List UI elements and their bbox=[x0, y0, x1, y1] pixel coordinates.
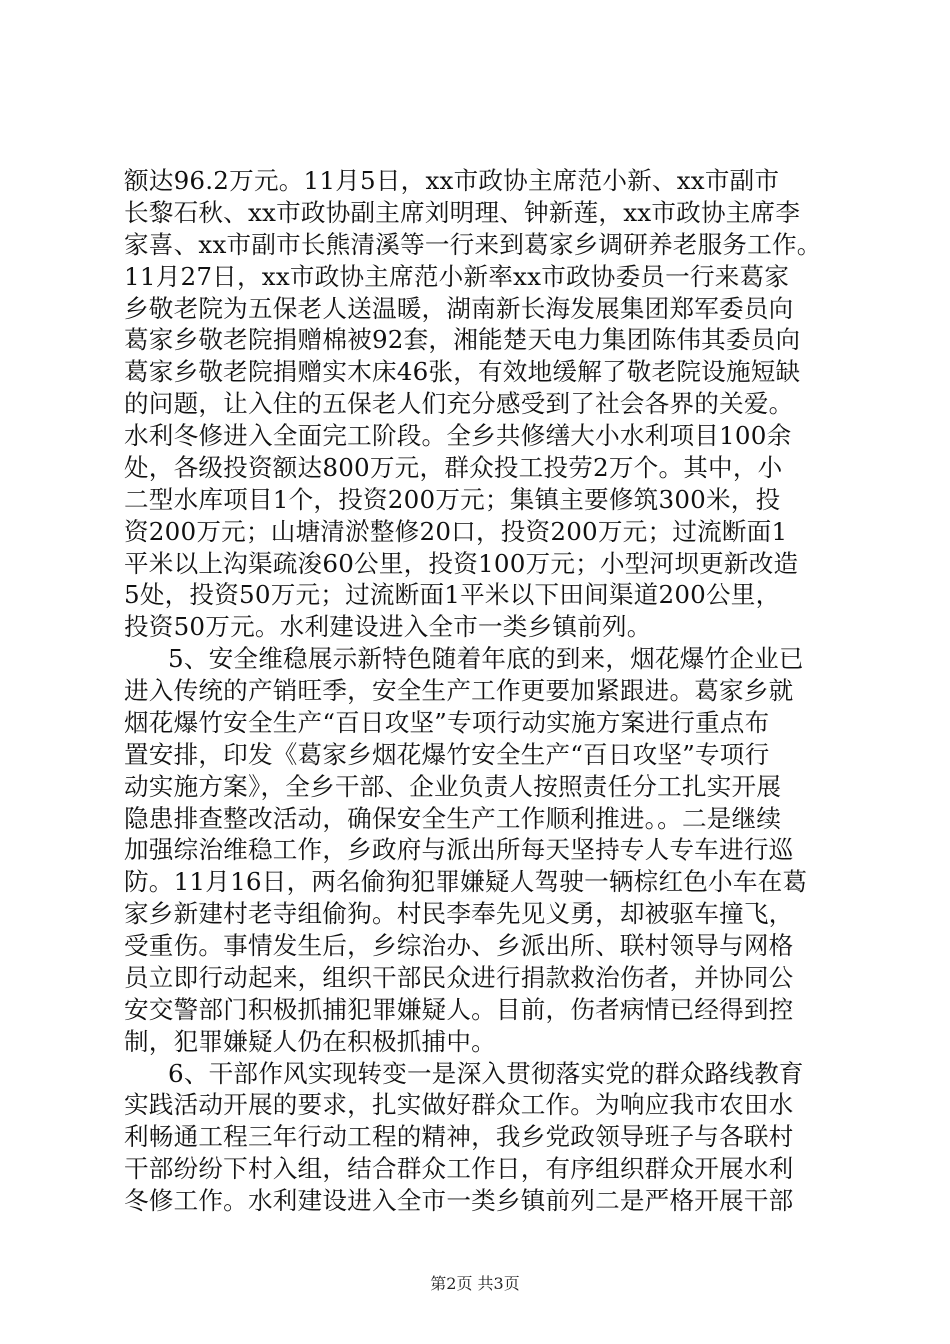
text-line: 的问题，让入住的五保老人们充分感受到了社会各界的关爱。 bbox=[124, 389, 794, 418]
text-line: 利畅通工程三年行动工程的精神，我乡党政领导班子与各联村 bbox=[124, 1122, 794, 1151]
text-line: 额达96.2万元。11月5日，xx市政协主席范小新、xx市副市 bbox=[124, 166, 780, 195]
text-line: 置安排，印发《葛家乡烟花爆竹安全生产“百日攻坚”专项行 bbox=[124, 740, 770, 769]
paragraph-start-line: 5、安全维稳展示新特色随着年底的到来，烟花爆竹企业已 bbox=[168, 644, 804, 673]
text-line: 制，犯罪嫌疑人仍在积极抓捕中。 bbox=[124, 1027, 496, 1056]
text-line: 平米以上沟渠疏浚60公里，投资100万元；小型河坝更新改造 bbox=[124, 549, 799, 578]
text-line: 5处，投资50万元；过流断面1平米以下田间渠道200公里， bbox=[124, 580, 781, 609]
text-line: 葛家乡敬老院捐赠实木床46张，有效地缓解了敬老院设施短缺 bbox=[124, 357, 801, 386]
text-line: 11月27日，xx市政协主席范小新率xx市政协委员一行来葛家 bbox=[124, 262, 790, 291]
text-line: 防。11月16日，两名偷狗犯罪嫌疑人驾驶一辆棕红色小车在葛 bbox=[124, 867, 808, 896]
text-line: 长黎石秋、xx市政协副主席刘明理、钟新莲，xx市政协主席李 bbox=[124, 198, 801, 227]
text-line: 处，各级投资额达800万元，群众投工投劳2万个。其中，小 bbox=[124, 453, 783, 482]
text-line: 隐患排查整改活动，确保安全生产工作顺利推进。。二是继续 bbox=[124, 804, 782, 833]
text-line: 水利冬修进入全面完工阶段。全乡共修缮大小水利项目100余 bbox=[124, 421, 792, 450]
text-line: 冬修工作。水利建设进入全市一类乡镇前列二是严格开展干部 bbox=[124, 1186, 794, 1215]
text-line: 烟花爆竹安全生产“百日攻坚”专项行动实施方案进行重点布 bbox=[124, 708, 770, 737]
page-number-footer: 第2页 共3页 bbox=[430, 1274, 520, 1293]
text-line: 乡敬老院为五保老人送温暖，湖南新长海发展集团郑军委员向 bbox=[124, 294, 794, 323]
text-line: 葛家乡敬老院捐赠棉被92套，湘能楚天电力集团陈伟其委员向 bbox=[124, 325, 801, 354]
text-line: 实践活动开展的要求，扎实做好群众工作。为响应我市农田水 bbox=[124, 1090, 794, 1119]
text-line: 资200万元；山塘清淤整修20口，投资200万元；过流断面1 bbox=[124, 517, 788, 546]
text-line: 加强综治维稳工作，乡政府与派出所每天坚持专人专车进行巡 bbox=[124, 835, 794, 864]
text-line: 投资50万元。水利建设进入全市一类乡镇前列。 bbox=[124, 612, 652, 641]
text-line: 安交警部门积极抓捕犯罪嫌疑人。目前，伤者病情已经得到控 bbox=[124, 995, 794, 1024]
text-line: 干部纷纷下村入组，结合群众工作日，有序组织群众开展水利 bbox=[124, 1154, 794, 1183]
text-line: 员立即行动起来，组织干部民众进行捐款救治伤者，并协同公 bbox=[124, 963, 794, 992]
text-line: 家乡新建村老寺组偷狗。村民李奉先见义勇，却被驱车撞飞， bbox=[124, 899, 794, 928]
paragraph-start-line: 6、干部作风实现转变一是深入贯彻落实党的群众路线教育 bbox=[168, 1059, 804, 1088]
text-line: 进入传统的产销旺季，安全生产工作更要加紧跟进。葛家乡就 bbox=[124, 676, 794, 705]
text-line: 家喜、xx市副市长熊清溪等一行来到葛家乡调研养老服务工作。 bbox=[124, 230, 822, 259]
text-line: 二型水库项目1个，投资200万元；集镇主要修筑300米，投 bbox=[124, 485, 781, 514]
text-line: 动实施方案》，全乡干部、企业负责人按照责任分工扎实开展 bbox=[124, 772, 782, 801]
text-line: 受重伤。事情发生后，乡综治办、乡派出所、联村领导与网格 bbox=[124, 931, 794, 960]
